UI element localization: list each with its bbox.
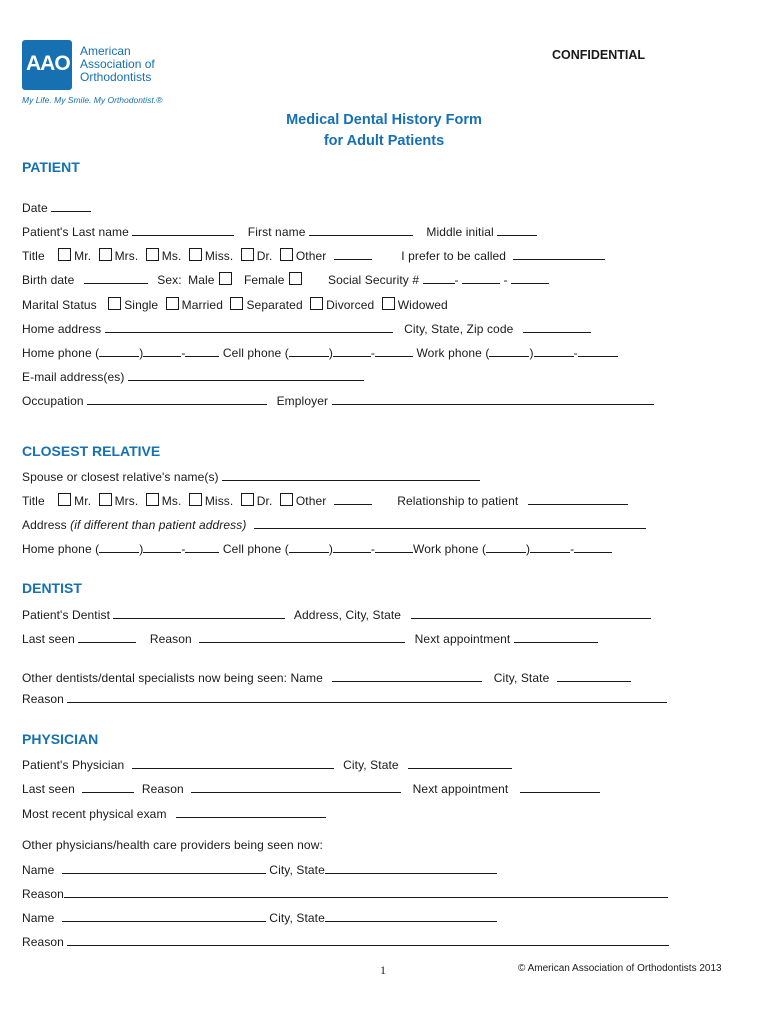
- cell-phone-label: Cell phone (: [222, 346, 289, 360]
- single-label: Single: [124, 298, 159, 312]
- rel-dr-label: Dr.: [256, 494, 273, 508]
- rel-miss-checkbox[interactable]: [189, 493, 202, 506]
- other-physician-reason-label-2: Reason: [22, 935, 64, 949]
- email-row: [22, 369, 364, 384]
- rel-cell-phone-area[interactable]: [289, 541, 329, 553]
- rel-other-checkbox[interactable]: [280, 493, 293, 506]
- birth-date-label: Birth date: [22, 273, 75, 287]
- title-dr-checkbox[interactable]: [241, 248, 254, 261]
- marital-row: [22, 297, 448, 312]
- rel-work-phone-area[interactable]: [486, 541, 526, 553]
- widowed-checkbox[interactable]: [382, 297, 395, 310]
- other-dentist-city-field[interactable]: [557, 670, 631, 682]
- other-physician-city-field-2[interactable]: [325, 910, 497, 922]
- work-phone-label: Work phone (: [416, 346, 490, 360]
- middle-initial-label: Middle initial: [426, 225, 494, 239]
- other-physician-reason-field-2[interactable]: [67, 934, 669, 946]
- home-address-field[interactable]: [105, 321, 393, 333]
- physician-reason-field[interactable]: [191, 781, 401, 793]
- spouse-field[interactable]: [222, 469, 480, 481]
- other-physician-reason-row-2: [22, 934, 669, 949]
- rel-mr-label: Mr.: [74, 494, 92, 508]
- work-phone-number1[interactable]: [534, 345, 574, 357]
- other-physician-row-1: [22, 862, 497, 877]
- relative-address-field[interactable]: [254, 517, 646, 529]
- cell-phone-area[interactable]: [289, 345, 329, 357]
- other-physician-name-field-2[interactable]: [62, 910, 266, 922]
- rel-home-phone-number2[interactable]: [185, 541, 219, 553]
- date-field[interactable]: [51, 200, 91, 212]
- title-other-label: Other: [295, 249, 327, 263]
- confidential-label: CONFIDENTIAL: [552, 48, 646, 62]
- physician-visit-row: [22, 781, 600, 796]
- ssn-part2[interactable]: [462, 272, 500, 284]
- city-state-zip-field[interactable]: [523, 321, 591, 333]
- title-ms-checkbox[interactable]: [146, 248, 159, 261]
- spouse-label: Spouse or closest relative's name(s): [22, 470, 219, 484]
- rel-mrs-checkbox[interactable]: [99, 493, 112, 506]
- male-checkbox[interactable]: [219, 272, 232, 285]
- other-dentist-name-field[interactable]: [332, 670, 482, 682]
- title-miss-label: Miss.: [204, 249, 234, 263]
- title-mr-checkbox[interactable]: [58, 248, 71, 261]
- physician-last-seen-label: Last seen: [22, 782, 75, 796]
- relative-address-note: (if different than patient address): [70, 518, 247, 532]
- org-name-line3: Orthodontists: [80, 70, 152, 84]
- rel-ms-checkbox[interactable]: [146, 493, 159, 506]
- title-dr-label: Dr.: [256, 249, 273, 263]
- rel-miss-label: Miss.: [204, 494, 234, 508]
- relative-title-label: Title: [22, 494, 45, 508]
- ssn-part1[interactable]: [423, 272, 455, 284]
- other-dentist-city-label: City, State: [493, 671, 550, 685]
- home-phone-number2[interactable]: [185, 345, 219, 357]
- aao-logo-text: AAO: [26, 52, 70, 75]
- recent-exam-field[interactable]: [176, 806, 326, 818]
- birth-row: Birth date Sex: Male Female Social Security # - -: [22, 272, 549, 287]
- male-label: Male: [188, 273, 215, 287]
- dentist-next-appt-field[interactable]: [514, 631, 598, 643]
- copyright: © American Association of Orthodontists 2013: [518, 963, 722, 974]
- dentist-reason-label: Reason: [149, 632, 192, 646]
- title-miss-checkbox[interactable]: [189, 248, 202, 261]
- title-ms-label: Ms.: [161, 249, 182, 263]
- rel-mr-checkbox[interactable]: [58, 493, 71, 506]
- name-row: [22, 224, 537, 239]
- date-label: Date: [22, 201, 48, 215]
- title-mr-label: Mr.: [74, 249, 92, 263]
- relative-phone-row: Home phone ( ) - Cell phone ( ) - Work phone ( ) -: [22, 541, 612, 556]
- other-physician-name-label-2: Name: [22, 911, 55, 925]
- rel-home-phone-number1[interactable]: [143, 541, 181, 553]
- title-other-field[interactable]: [334, 248, 372, 260]
- physician-heading: PHYSICIAN: [22, 731, 99, 747]
- rel-other-label: Other: [295, 494, 327, 508]
- email-field[interactable]: [128, 369, 364, 381]
- dentist-address-field[interactable]: [411, 607, 651, 619]
- cell-phone-number1[interactable]: [333, 345, 371, 357]
- form-title-line1: Medical Dental History Form: [286, 112, 482, 128]
- rel-mrs-label: Mrs.: [114, 494, 139, 508]
- relationship-field[interactable]: [528, 493, 628, 505]
- ssn-part3[interactable]: [511, 272, 549, 284]
- patients-dentist-label: Patient's Dentist: [22, 608, 111, 622]
- dentist-row: [22, 607, 651, 622]
- physician-city-field[interactable]: [408, 757, 512, 769]
- other-physician-name-label: Name: [22, 863, 55, 877]
- prefer-field[interactable]: [513, 248, 605, 260]
- other-physician-reason-field[interactable]: [64, 886, 668, 898]
- physician-next-appt-label: Next appointment: [412, 782, 509, 796]
- rel-work-phone-number1[interactable]: [530, 541, 570, 553]
- sex-label: Sex:: [157, 273, 182, 287]
- rel-work-phone-number2[interactable]: [574, 541, 612, 553]
- recent-exam-label: Most recent physical exam: [22, 807, 167, 821]
- dentist-address-label: Address, City, State: [293, 608, 402, 622]
- rel-cell-phone-label: Cell phone (: [222, 542, 289, 556]
- dentist-visit-row: [22, 631, 598, 646]
- first-name-field[interactable]: [309, 224, 413, 236]
- home-phone-area[interactable]: [99, 345, 139, 357]
- occupation-field[interactable]: [87, 393, 267, 405]
- rel-cell-phone-number2[interactable]: [375, 541, 413, 553]
- relative-title-row: [22, 493, 628, 508]
- occupation-row: [22, 393, 654, 408]
- patient-heading: PATIENT: [22, 159, 80, 175]
- home-phone-number1[interactable]: [143, 345, 181, 357]
- rel-home-phone-area[interactable]: [99, 541, 139, 553]
- recent-exam-row: [22, 806, 326, 821]
- work-phone-number2[interactable]: [578, 345, 618, 357]
- form-title-line2: for Adult Patients: [323, 133, 445, 149]
- org-name-line2: Association of: [80, 57, 155, 71]
- date-row: [22, 200, 91, 215]
- home-address-label: Home address: [22, 322, 102, 336]
- work-phone-area[interactable]: [489, 345, 529, 357]
- last-name-label: Patient's Last name: [22, 225, 129, 239]
- single-checkbox[interactable]: [108, 297, 121, 310]
- other-dentist-reason-row: [22, 691, 667, 706]
- other-physician-row-2: [22, 910, 497, 925]
- marital-label: Marital Status: [22, 298, 97, 312]
- title-row: [22, 248, 605, 263]
- patients-physician-field[interactable]: [132, 757, 334, 769]
- title-label: Title: [22, 249, 45, 263]
- other-physician-name-field[interactable]: [62, 862, 266, 874]
- physician-reason-label: Reason: [141, 782, 184, 796]
- other-physician-reason-row-1: [22, 886, 668, 901]
- page-number: 1: [380, 963, 386, 977]
- title-mrs-checkbox[interactable]: [99, 248, 112, 261]
- employer-field[interactable]: [332, 393, 654, 405]
- relative-heading: CLOSEST RELATIVE: [22, 443, 161, 459]
- separated-label: Separated: [246, 298, 303, 312]
- dentist-reason-field[interactable]: [199, 631, 405, 643]
- cell-phone-number2[interactable]: [375, 345, 413, 357]
- prefer-label: I prefer to be called: [401, 249, 507, 263]
- married-checkbox[interactable]: [166, 297, 179, 310]
- rel-work-phone-label: Work phone (: [413, 542, 487, 556]
- birth-date-field[interactable]: [84, 272, 148, 284]
- phone-row: Home phone ( ) - Cell phone ( ) - Work phone ( ) -: [22, 345, 618, 360]
- dentist-next-appt-label: Next appointment: [414, 632, 511, 646]
- title-mrs-label: Mrs.: [114, 249, 139, 263]
- tagline: My Life. My Smile. My Orthodontist.®: [22, 95, 163, 105]
- org-name-line1: American: [80, 44, 131, 58]
- divorced-label: Divorced: [326, 298, 375, 312]
- relationship-label: Relationship to patient: [397, 494, 519, 508]
- married-label: Married: [181, 298, 223, 312]
- physician-next-appt-field[interactable]: [520, 781, 600, 793]
- spouse-row: [22, 469, 480, 484]
- first-name-label: First name: [247, 225, 306, 239]
- occupation-label: Occupation: [22, 394, 84, 408]
- relative-address-row: [22, 517, 646, 532]
- dentist-last-seen-label: Last seen: [22, 632, 75, 646]
- title-other-checkbox[interactable]: [280, 248, 293, 261]
- rel-ms-label: Ms.: [161, 494, 182, 508]
- email-label: E-mail address(es): [22, 370, 125, 384]
- dentist-heading: DENTIST: [22, 580, 82, 596]
- other-dentist-reason-label: Reason: [22, 692, 64, 706]
- physician-last-seen-field[interactable]: [82, 781, 134, 793]
- other-dentist-row: [22, 670, 631, 685]
- other-physician-city-label-2: City, State: [269, 911, 325, 925]
- ssn-label: Social Security #: [328, 273, 420, 287]
- middle-initial-field[interactable]: [497, 224, 537, 236]
- employer-label: Employer: [276, 394, 329, 408]
- city-state-zip-label: City, State, Zip code: [404, 322, 514, 336]
- patients-physician-label: Patient's Physician: [22, 758, 125, 772]
- divorced-checkbox[interactable]: [310, 297, 323, 310]
- female-label: Female: [243, 273, 285, 287]
- other-physician-reason-label: Reason: [22, 887, 64, 901]
- dentist-last-seen-field[interactable]: [78, 631, 136, 643]
- female-checkbox[interactable]: [289, 272, 302, 285]
- address-row: [22, 321, 591, 336]
- rel-other-field[interactable]: [334, 493, 372, 505]
- widowed-label: Widowed: [397, 298, 448, 312]
- other-physician-city-field[interactable]: [325, 862, 497, 874]
- last-name-field[interactable]: [132, 224, 234, 236]
- home-phone-label: Home phone (: [22, 346, 100, 360]
- other-physician-city-label: City, State: [269, 863, 325, 877]
- relative-address-label: Address: [22, 518, 67, 532]
- other-dentist-reason-field[interactable]: [67, 691, 667, 703]
- other-physician-label: Other physicians/health care providers being seen now:: [22, 838, 323, 852]
- rel-cell-phone-number1[interactable]: [333, 541, 371, 553]
- other-dentist-label: Other dentists/dental specialists now being seen: Name: [22, 671, 323, 685]
- physician-city-label: City, State: [343, 758, 399, 772]
- patients-dentist-field[interactable]: [113, 607, 285, 619]
- physician-row: [22, 757, 512, 772]
- separated-checkbox[interactable]: [230, 297, 243, 310]
- rel-dr-checkbox[interactable]: [241, 493, 254, 506]
- rel-home-phone-label: Home phone (: [22, 542, 100, 556]
